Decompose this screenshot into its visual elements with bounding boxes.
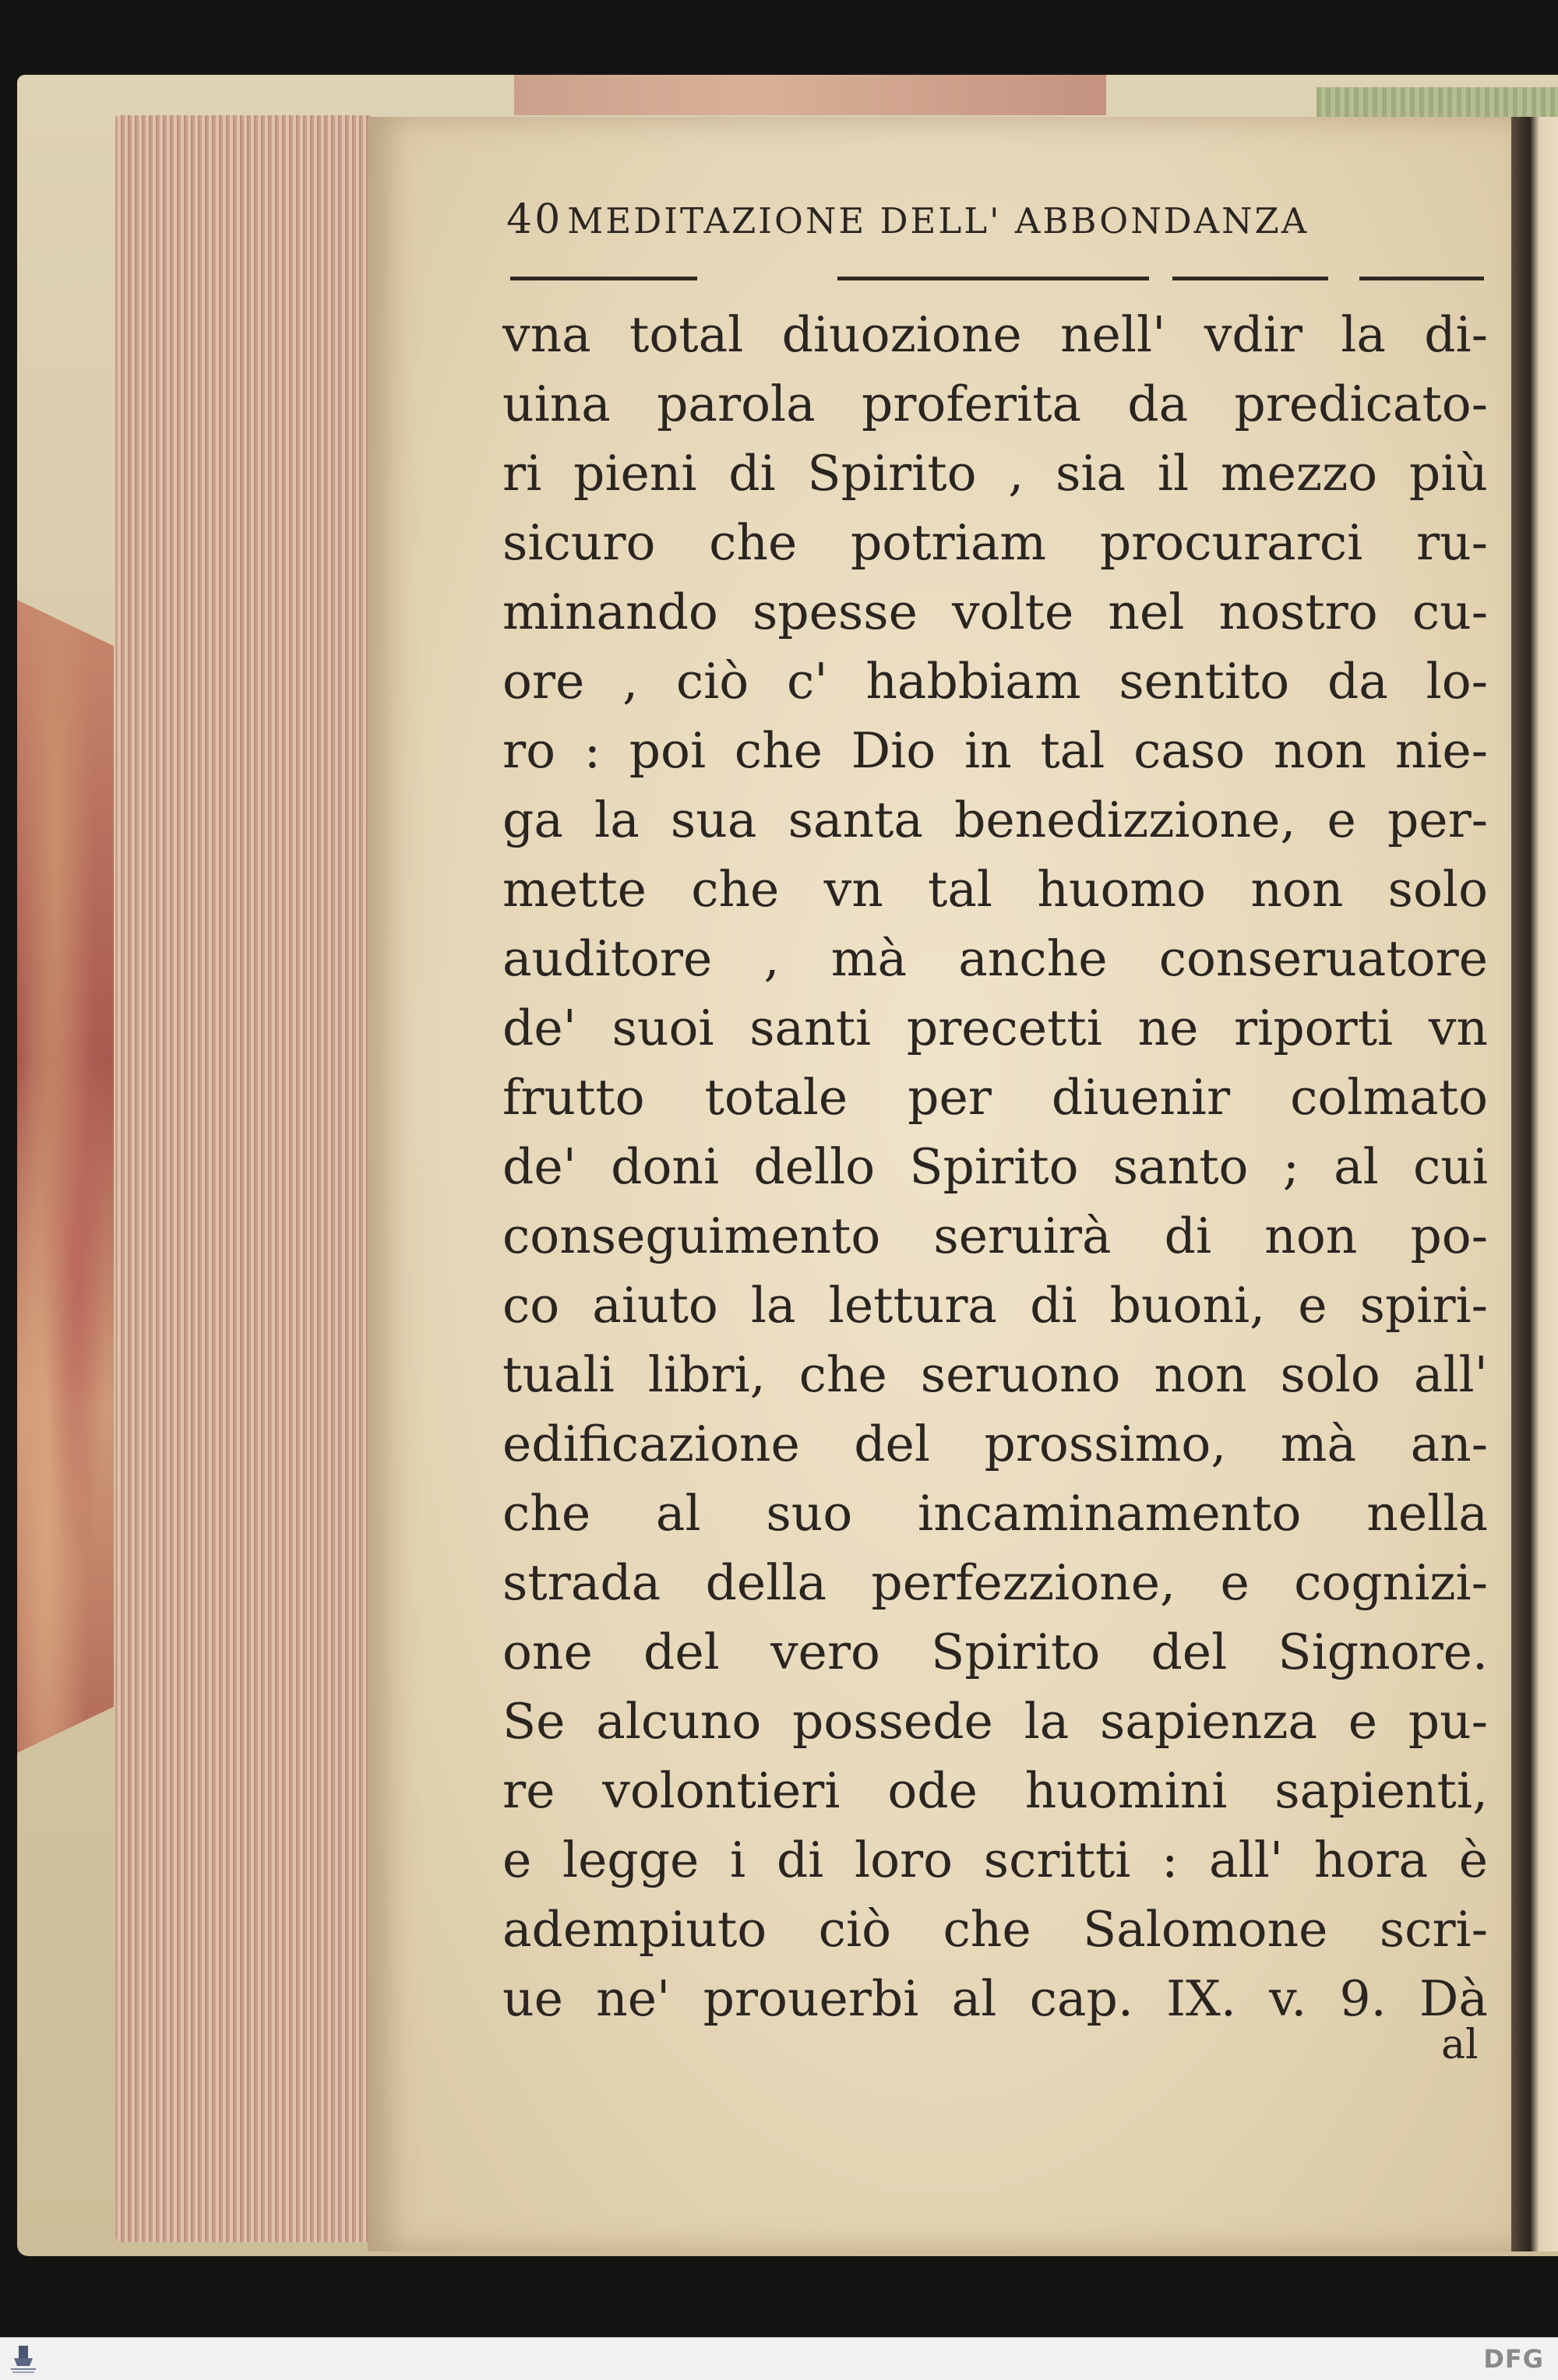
catchword: al (1441, 2022, 1479, 2068)
body-text (502, 300, 1488, 2033)
text-line: adempiuto ciò che Salomone scri- (502, 1901, 1488, 1958)
text-line: ri pieni di Spirito , sia il mezzo più (502, 445, 1488, 502)
text-line: edificazione del prossimo, mà an- (502, 1416, 1488, 1472)
text-line: ga la sua santa benedizzione, e per- (502, 792, 1488, 848)
text-line: frutto totale per diuenir colmato (502, 1069, 1488, 1126)
text-line: ro : poi che Dio in tal caso non nie- (502, 722, 1488, 779)
text-line: Se alcuno possede la sapienza e pu- (502, 1693, 1488, 1750)
text-line: mette che vn tal huomo non solo (502, 861, 1488, 918)
text-line: sicuro che potriam procurarci ru- (502, 514, 1488, 571)
text-line: ue ne' prouerbi al cap. IX. v. 9. Dà (502, 1970, 1488, 2027)
text-line: tuali libri, che seruono non solo all' (502, 1346, 1488, 1403)
text-line: vna total diuozione nell' vdir la di- (502, 306, 1488, 363)
running-header (506, 196, 1472, 243)
text-line: co aiuto la lettura di buoni, e spiri- (502, 1277, 1488, 1334)
dfg-logo: DFG (1483, 2344, 1544, 2374)
text-line: de' suoi santi precetti ne riporti vn (502, 1000, 1488, 1056)
text-line: conseguimento seruirà di non po- (502, 1208, 1488, 1264)
cover-label-strip (514, 75, 1106, 115)
text-line: e legge i di loro scritti : all' hora è (502, 1832, 1488, 1888)
page-gutter (1511, 117, 1558, 2251)
text-line: minando spesse volte nel nostro cu- (502, 584, 1488, 640)
header-rule (510, 277, 1484, 281)
marbled-endpaper (17, 600, 114, 1753)
text-line: de' doni dello Spirito santo ; al cui (502, 1138, 1488, 1195)
text-line: che al suo incaminamento nella (502, 1485, 1488, 1542)
running-head-title: MEDITAZIONE DELL' ABBONDANZA (567, 200, 1309, 242)
text-line: re volontieri ode huomini sapienti, (502, 1762, 1488, 1819)
text-line: uina parola proferita da predicato- (502, 376, 1488, 432)
library-logo-icon (8, 2343, 39, 2375)
text-line: strada della perfezzione, e cognizi- (502, 1554, 1488, 1611)
page-number: 40 (506, 196, 563, 243)
page-edges (115, 115, 372, 2242)
viewer-footer (0, 2337, 1558, 2380)
text-line: ore , ciò c' habbiam sentito da lo- (502, 653, 1488, 710)
text-line: one del vero Spirito del Signore. (502, 1624, 1488, 1680)
text-line: auditore , mà anche conseruatore (502, 930, 1488, 987)
